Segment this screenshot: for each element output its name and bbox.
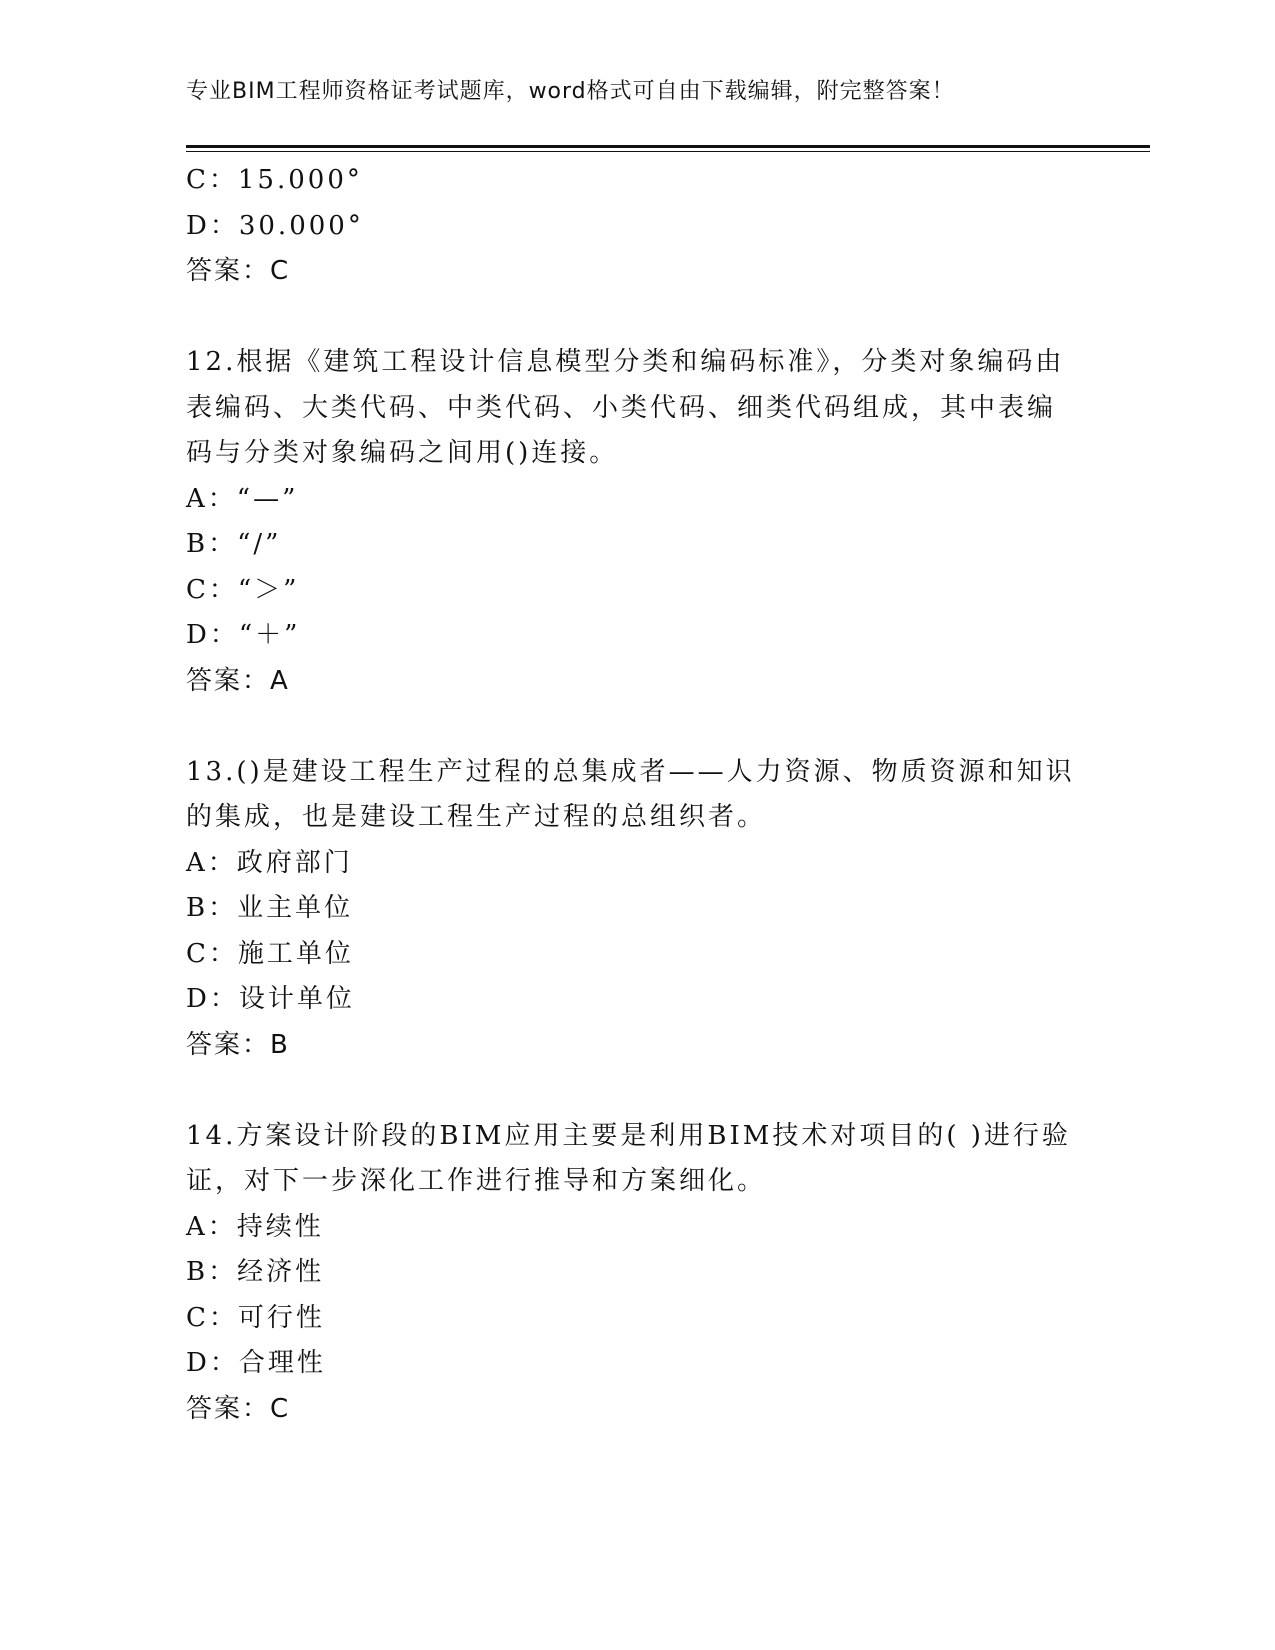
question-stem-line: 12.根据《建筑工程设计信息模型分类和编码标准》，分类对象编码由 <box>186 347 1065 377</box>
question-stem-line: 证，对下一步深化工作进行推导和方案细化。 <box>186 1166 767 1196</box>
header-rule-thin <box>186 151 1150 152</box>
page-header: 专业BIM工程师资格证考试题库，word格式可自由下载编辑，附完整答案！ <box>186 79 955 104</box>
option-d: D：合理性 <box>186 1348 326 1378</box>
question-stem-line: 表编码、大类代码、中类代码、小类代码、细类代码组成，其中表编 <box>186 392 1057 423</box>
option-c: C：15.000° <box>186 165 363 195</box>
option-c: C：可行性 <box>186 1302 325 1333</box>
option-a: A：“—” <box>186 483 299 514</box>
option-d: D：30.000° <box>186 210 364 241</box>
option-d: D：设计单位 <box>186 984 355 1014</box>
option-c: C：“＞” <box>186 574 300 605</box>
document-body <box>186 158 1086 1432</box>
answer-line: 答案：A <box>186 665 290 696</box>
spacer <box>186 295 1086 341</box>
question-stem-line: 码与分类对象编码之间用()连接。 <box>186 438 619 468</box>
previous-question-tail <box>186 158 1086 295</box>
question-12 <box>186 340 1086 704</box>
answer-line: 答案：C <box>186 1393 291 1424</box>
option-a: A：政府部门 <box>186 847 353 878</box>
question-stem-line: 的集成，也是建设工程生产过程的总组织者。 <box>186 802 767 832</box>
option-b: B：经济性 <box>186 1257 325 1287</box>
spacer <box>186 704 1086 750</box>
answer-line: 答案：B <box>186 1029 290 1060</box>
question-stem-line: 13.()是建设工程生产过程的总集成者——人力资源、物质资源和知识 <box>186 756 1075 787</box>
answer-line: 答案：C <box>186 256 291 286</box>
option-d: D：“＋” <box>186 620 301 650</box>
question-14 <box>186 1114 1086 1433</box>
question-13 <box>186 750 1086 1069</box>
option-a: A：持续性 <box>186 1211 324 1242</box>
option-b: B：“/” <box>186 529 282 559</box>
header-rule-thick <box>186 145 1150 148</box>
option-b: B：业主单位 <box>186 893 354 923</box>
spacer <box>186 1068 1086 1114</box>
question-stem-line: 14.方案设计阶段的BIM应用主要是利用BIM技术对项目的( )进行验 <box>186 1120 1071 1151</box>
option-c: C：施工单位 <box>186 938 354 969</box>
